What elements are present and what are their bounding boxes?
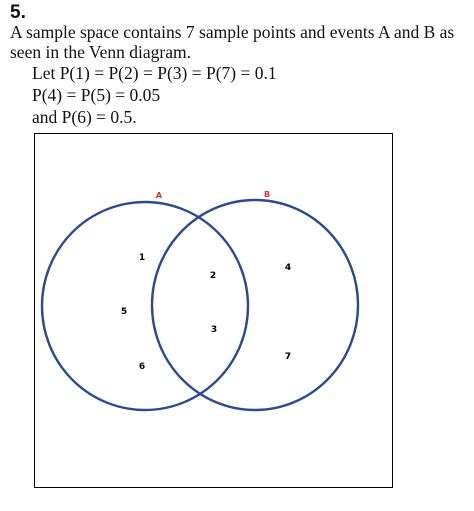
sample-point-7: 7 [284, 352, 292, 362]
event-a-circle [42, 202, 248, 410]
event-a-label: A [155, 191, 163, 200]
event-b-circle [152, 200, 358, 410]
sample-point-2: 2 [209, 271, 217, 281]
statement-line-2: seen in the Venn diagram. [10, 42, 191, 62]
statement-line-1: A sample space contains 7 sample points and events A and B as [10, 22, 455, 42]
event-b-label: B [263, 190, 271, 199]
sample-point-3: 3 [210, 325, 218, 335]
probability-line-1: Let P(1) = P(2) = P(3) = P(7) = 0.1 [32, 63, 277, 83]
probability-line-2: P(4) = P(5) = 0.05 [32, 85, 161, 105]
venn-diagram-frame [34, 133, 393, 488]
problem-number: 5. [10, 2, 26, 23]
problem-statement [10, 22, 470, 62]
venn-diagram [35, 134, 392, 487]
sample-point-5: 5 [120, 307, 128, 317]
sample-point-1: 1 [138, 253, 146, 263]
probability-line-3: and P(6) = 0.5. [32, 107, 137, 127]
sample-point-6: 6 [138, 362, 146, 372]
sample-point-4: 4 [284, 263, 292, 273]
